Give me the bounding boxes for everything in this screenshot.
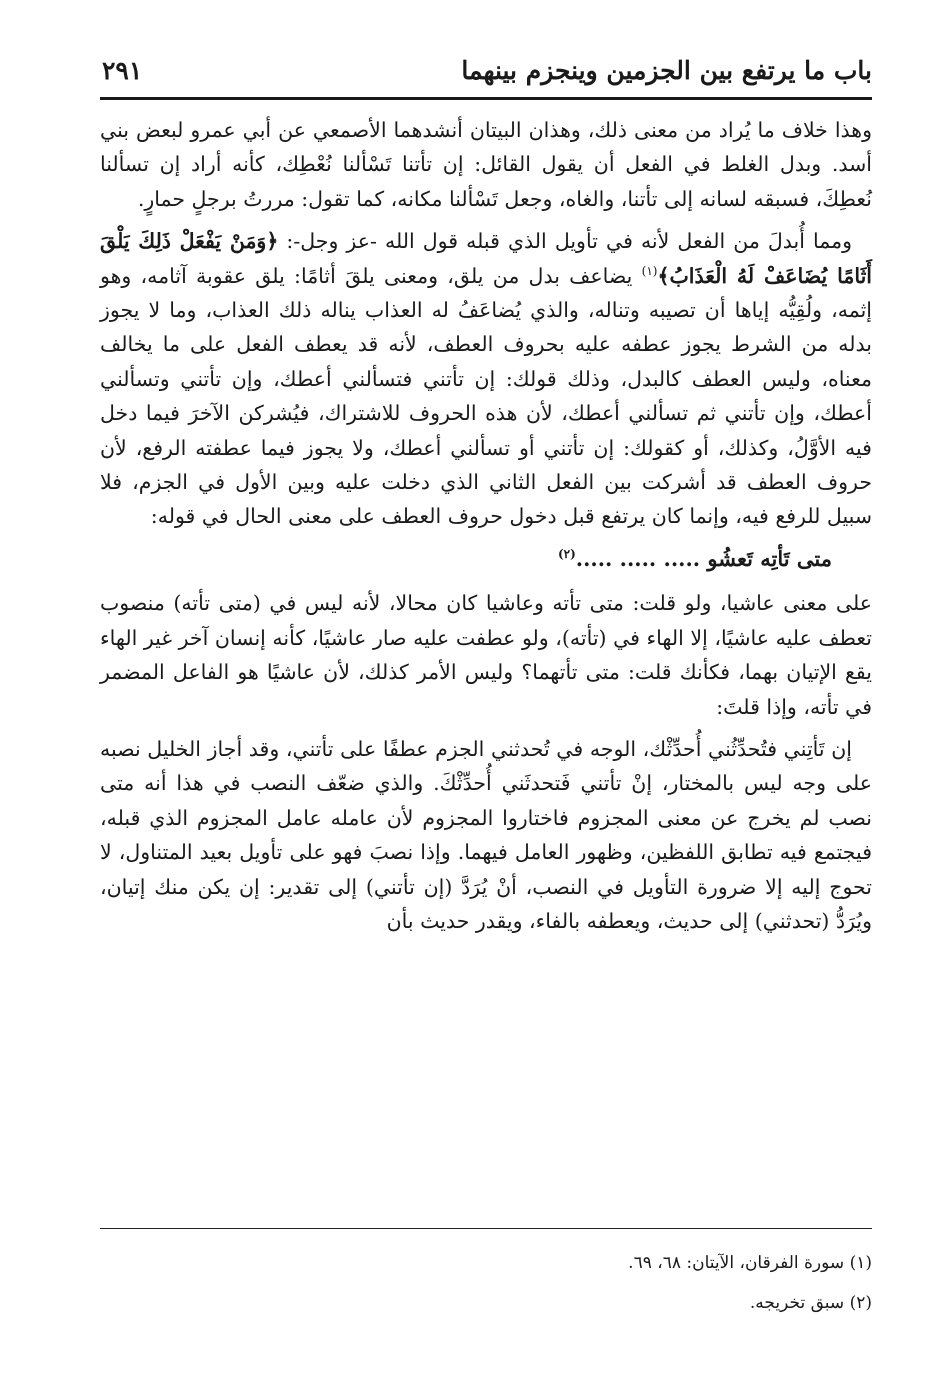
poetry-verse <box>100 542 872 576</box>
header-rule <box>100 97 872 100</box>
body-text <box>100 113 872 938</box>
footnote-ref-1: (١) <box>641 263 658 278</box>
footnote-rule <box>100 1228 872 1229</box>
paragraph-3: على معنى عاشيا، ولو قلت: متى تأته وعاشيا كان محالا، لأنه ليس في (متى تأته) منصوب تعطف عليه عاشيًا، إلا الهاء في (تأته)، ولو عطفت عليه صار عاشيًا، كأنه إنسان آخر غير الهاء يقع الإتيان بهما، فكأنك قلت: متى تأتهما؟ وليس الأمر كذلك، لأن عاشيًا هو الفاعل المضمر في تأته، وإذا قلتَ: <box>100 591 872 719</box>
paragraph-4: إن تَأتِني فتُحدِّثُني أُحدِّثْك، الوجه في تُحدثني الجزم عطفًا على تأتني، وقد أجاز الخليل نصبه على وجه ليس بالمختار، إنْ تأتني فَتحدثَني أُحدِّثْكَ. والذي ضعّف النصب في هذا أنه متى نصب لم يخرج عن معنى المجزوم فاختاروا المجزوم لأن عامله عامل المجزوم الذي قبله، فيجتمع فيه تطابق اللفظين، وظهور العامل فيهما. وإذا نصبَ فهو على تأويل بعيد المتناول، لا تحوج إليه إلا ضرورة التأويل في النصب، أنْ يُرَدَّ (إن تأتني) إلى تقدير: إن يكن منك إتيان، ويُرَدُّ (تحدثني) إلى حديث، ويعطفه بالفاء، ويقدر حديث بأن <box>100 736 873 933</box>
paragraph-2-intro: ومما أُبدلَ من الفعل لأنه في تأويل الذي قبله قول الله -عز وجل-: <box>278 229 852 254</box>
footnote-2: (٢) سبق تخريجه. <box>749 1293 872 1313</box>
footnotes <box>100 1243 872 1323</box>
paragraph-2-body: يضاعف بدل من يلق، ومعنى يلقَ أثامًا: يلق عقوبة آثامه، وهو إثمه، ولُقِيُّه إياها أن تصيبه وتناله، والذي يُضاعَفُ له العذاب يناله ذلك العذاب، وما لا يجوز بدله من الشرط يجوز عطفه عليه بحروف العطف، لأنه قد يعطف الفعل على ما يخالف معناه، وليس العطف كالبدل، وذلك قولك: إن تأتني فتسألني أعطك، وإن تأتني وتسألني أعطك، وإن تأتني ثم تسألني أعطك، لأن هذه الحروف للاشتراك، فيُشركن الآخرَ فيما دخل فيه الأوَّلُ، وكذلك، أو كقولك: إن تأتني أو تسألني أعطك، ولا يجوز فيما عطفته الرفع، لأن حروف العطف قد أشركت بين الفعل الثاني الذي دخلت عليه وبين الأول في الجزم، فلا سبيل للرفع فيه، وإنما كان يرتفع قبل دخول حروف العطف على معنى الحال في قوله: <box>100 263 872 529</box>
footnote-ref-2: (٢) <box>557 546 576 561</box>
page-content <box>100 40 872 946</box>
paragraph-1: وهذا خلاف ما يُراد من معنى ذلك، وهذان البيتان أنشدهما الأصمعي عن أبي عمرو لبعض بني أسد. وبدل الغلط في الفعل أن يقول القائل: إن تأتنا تَسْألنا نُعْطِك، كأنه أراد إن تسألنا نُعطِكَ، فسبقه لسانه إلى تأتنا، والغاه، وجعل تَسْألنا مكانه، كما تقول: مررتُ برجلٍ حمارٍ. <box>100 118 872 211</box>
running-head <box>100 40 872 96</box>
footnote-1: (١) سورة الفرقان، الآيتان: ٦٨، ٦٩. <box>628 1253 872 1273</box>
verse-text: متى تَأتِه تَعشُو ..... ..... ..... <box>575 545 832 571</box>
quran-verse: ﴿وَمَنْ يَفْعَلْ ذَلِكَ يَلْقَ أَثَامًا يُضَاعَفْ لَهُ الْعَذَابُ﴾ <box>100 229 872 288</box>
chapter-title: باب ما يرتفع بين الجزمين وينجزم بينهما <box>461 56 872 85</box>
page-number: ٢٩١ <box>102 56 143 85</box>
paragraph-2 <box>100 224 872 534</box>
